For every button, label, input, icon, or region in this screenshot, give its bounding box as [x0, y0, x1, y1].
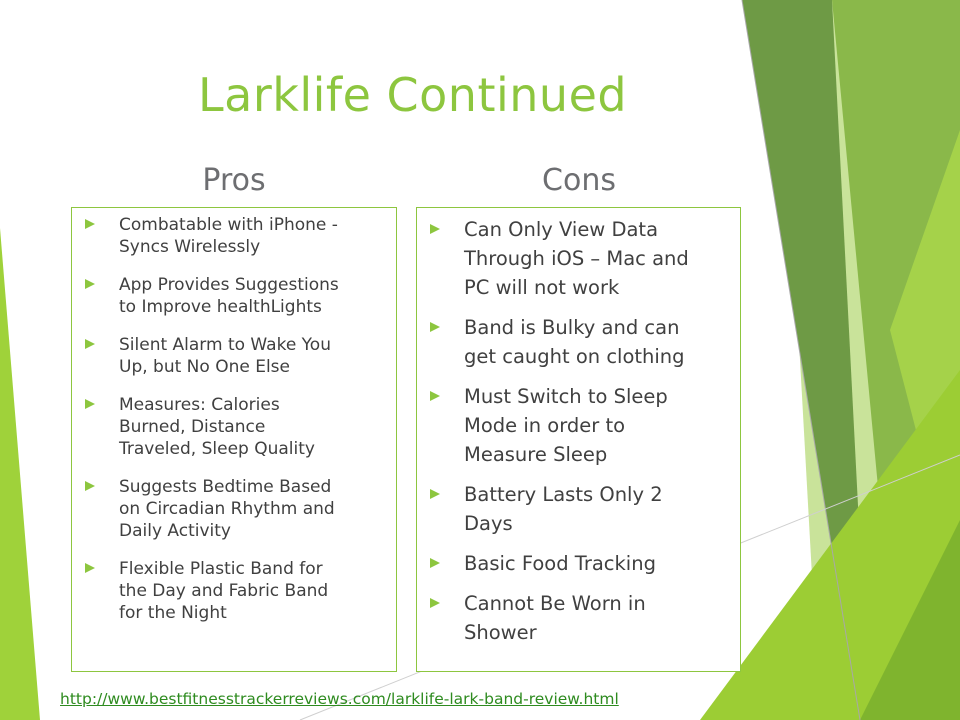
cons-item-line: Can Only View Data [464, 218, 659, 241]
pros-item-line: Syncs Wirelessly [119, 237, 261, 257]
pros-item-line: App Provides Suggestions [119, 275, 339, 295]
cons-item-line: PC will not work [464, 276, 620, 299]
cons-item-line: Basic Food Tracking [464, 552, 656, 575]
source-link[interactable]: http://www.bestfitnesstrackerreviews.com/larklife-lark-band-review.html [60, 690, 619, 708]
cons-item-line: Band is Bulky and can [464, 316, 680, 339]
pros-item-line: the Day and Fabric Band [119, 581, 329, 601]
pros-item [84, 334, 382, 378]
slide-title: Larklife Continued [198, 68, 628, 122]
pros-item-line: to Improve healthLights [119, 297, 322, 317]
bullet-arrow-icon [430, 489, 440, 499]
pros-item-line: for the Night [119, 603, 227, 623]
bullet-arrow-icon [430, 322, 440, 332]
cons-list [429, 215, 728, 647]
bullet-arrow-icon [430, 598, 440, 608]
bullet-arrow-icon [430, 391, 440, 401]
pros-item-line: Suggests Bedtime Based [119, 477, 332, 497]
pros-item-line: Burned, Distance [119, 417, 266, 437]
pros-item [84, 214, 382, 258]
pros-item-line: Combatable with iPhone - [119, 215, 338, 235]
cons-item [429, 549, 728, 578]
bullet-arrow-icon [85, 219, 95, 229]
pros-heading: Pros [202, 163, 266, 198]
pros-item-line: Measures: Calories [119, 395, 280, 415]
bullet-arrow-icon [85, 279, 95, 289]
bullet-arrow-icon [85, 563, 95, 573]
cons-item [429, 589, 728, 647]
bullet-arrow-icon [85, 481, 95, 491]
pros-item [84, 274, 382, 318]
pros-box [71, 207, 397, 672]
bullet-arrow-icon [430, 224, 440, 234]
pros-item [84, 476, 382, 542]
cons-item-line: Mode in order to [464, 414, 626, 437]
pros-item-line: Flexible Plastic Band for [119, 559, 323, 579]
cons-item [429, 215, 728, 302]
cons-item [429, 313, 728, 371]
cons-heading: Cons [542, 163, 616, 198]
cons-item-line: Cannot Be Worn in [464, 592, 646, 615]
pros-item-line: Daily Activity [119, 521, 231, 541]
left-green-shape [0, 228, 40, 720]
pros-list [84, 214, 382, 624]
cons-item-line: Measure Sleep [464, 443, 608, 466]
cons-item [429, 480, 728, 538]
cons-item-line: Days [464, 512, 513, 535]
pros-item-line: Silent Alarm to Wake You [119, 335, 331, 355]
pros-item-line: Up, but No One Else [119, 357, 290, 377]
cons-item-line: get caught on clothing [464, 345, 685, 368]
pros-item [84, 394, 382, 460]
cons-box [416, 207, 741, 672]
bullet-arrow-icon [85, 339, 95, 349]
pros-item-line: Traveled, Sleep Quality [119, 439, 315, 459]
bullet-arrow-icon [430, 558, 440, 568]
pros-item [84, 558, 382, 624]
cons-item [429, 382, 728, 469]
cons-item-line: Shower [464, 621, 537, 644]
cons-item-line: Battery Lasts Only 2 [464, 483, 663, 506]
pros-item-line: on Circadian Rhythm and [119, 499, 335, 519]
cons-item-line: Through iOS – Mac and [464, 247, 689, 270]
cons-item-line: Must Switch to Sleep [464, 385, 668, 408]
bullet-arrow-icon [85, 399, 95, 409]
